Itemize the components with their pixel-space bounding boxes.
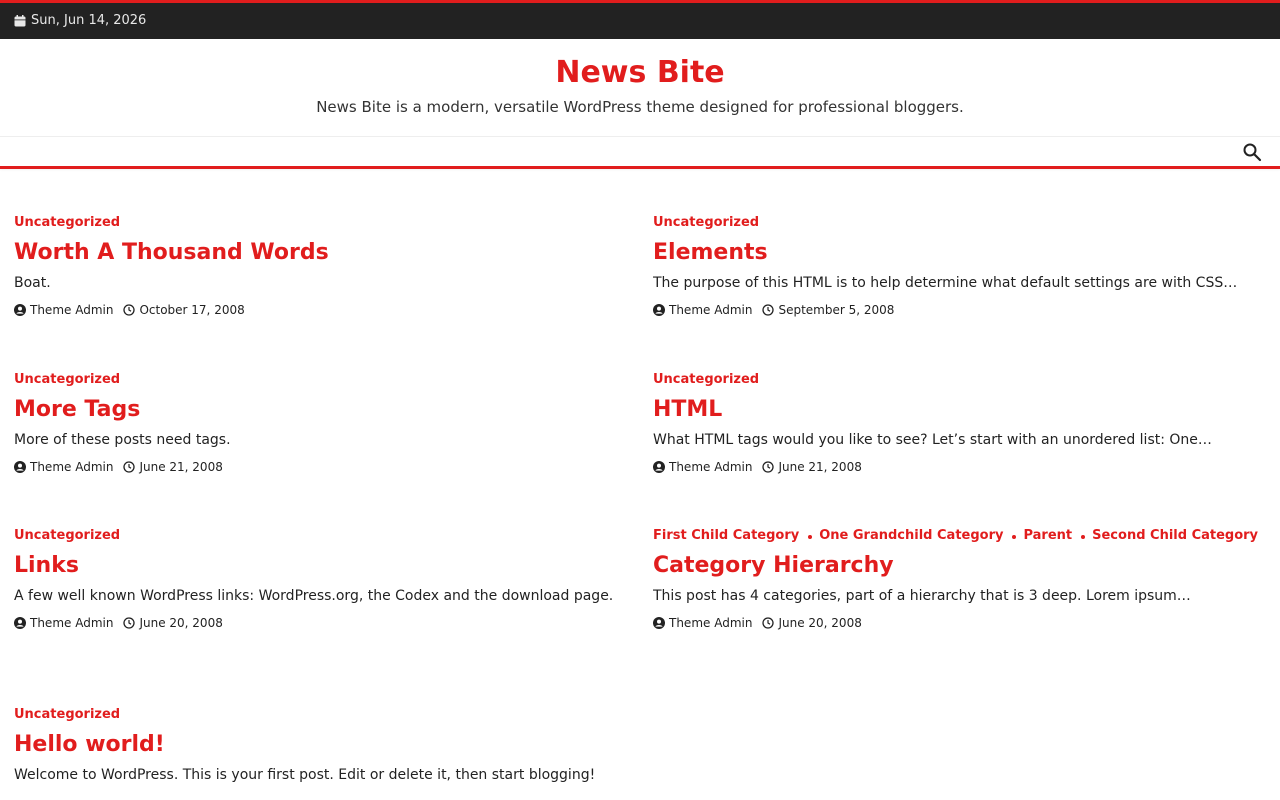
category-link[interactable]: Uncategorized [14, 528, 121, 543]
post-card [14, 527, 634, 632]
post-title[interactable]: Elements [653, 240, 768, 265]
post-categories [14, 706, 634, 724]
post-author-name: Theme Admin [669, 460, 753, 474]
post-title[interactable]: Worth A Thousand Words [14, 240, 329, 265]
category-link[interactable]: Uncategorized [14, 372, 121, 387]
category-link[interactable]: Uncategorized [653, 372, 760, 387]
post-card [653, 527, 1273, 632]
post-date[interactable] [123, 301, 244, 319]
post-date-text: June 20, 2008 [778, 616, 862, 630]
post-excerpt: Welcome to WordPress. This is your first post. Edit or delete it, then start blogging! [14, 767, 596, 783]
post-excerpt: More of these posts need tags. [14, 432, 231, 448]
post-meta [14, 614, 634, 632]
user-icon [653, 304, 665, 316]
category-separator [1081, 535, 1085, 539]
post-title[interactable]: HTML [653, 397, 723, 422]
post-date-text: June 20, 2008 [139, 616, 223, 630]
post-date[interactable] [762, 614, 861, 632]
post-excerpt: The purpose of this HTML is to help determine what default settings are with CSS… [653, 275, 1238, 291]
clock-icon [123, 304, 135, 316]
clock-icon [123, 617, 135, 629]
main-navigation [0, 137, 1280, 169]
post-date[interactable] [762, 458, 861, 476]
post-title[interactable]: Hello world! [14, 732, 165, 757]
post-date-text: June 21, 2008 [778, 460, 862, 474]
post-author[interactable] [653, 301, 752, 319]
post-excerpt: Boat. [14, 275, 51, 291]
post-title[interactable]: Category Hierarchy [653, 553, 894, 578]
post-date-text: September 5, 2008 [778, 303, 895, 317]
clock-icon [762, 617, 774, 629]
top-bar [0, 0, 1280, 39]
post-date[interactable] [762, 301, 894, 319]
site-tagline: News Bite is a modern, versatile WordPress theme designed for professional bloggers. [316, 98, 964, 116]
current-date [14, 13, 146, 28]
category-link[interactable]: Uncategorized [653, 215, 760, 230]
search-icon[interactable] [1242, 142, 1262, 162]
user-icon [14, 617, 26, 629]
post-title[interactable]: Links [14, 553, 79, 578]
post-author[interactable] [653, 614, 752, 632]
post-meta [653, 301, 1273, 319]
user-icon [653, 617, 665, 629]
post-author[interactable] [653, 458, 752, 476]
post-author-name: Theme Admin [30, 616, 114, 630]
post-meta [653, 458, 1273, 476]
category-link[interactable]: Uncategorized [14, 215, 121, 230]
post-excerpt: What HTML tags would you like to see? Let’s start with an unordered list: One… [653, 432, 1212, 448]
user-icon [14, 304, 26, 316]
category-link[interactable]: Second Child Category [1092, 528, 1259, 543]
post-categories [14, 527, 634, 545]
post-card [653, 214, 1273, 319]
post-author[interactable] [14, 301, 113, 319]
post-author-name: Theme Admin [30, 460, 114, 474]
user-icon [653, 461, 665, 473]
post-author-name: Theme Admin [669, 303, 753, 317]
post-card [14, 214, 634, 319]
current-date-text: Sun, Jun 14, 2026 [31, 13, 147, 28]
post-card [14, 371, 634, 476]
clock-icon [762, 304, 774, 316]
post-categories [653, 214, 1273, 232]
post-date[interactable] [123, 614, 222, 632]
category-separator [808, 535, 812, 539]
post-author-name: Theme Admin [669, 616, 753, 630]
masthead [0, 39, 1280, 137]
post-date-text: June 21, 2008 [139, 460, 223, 474]
post-author[interactable] [14, 614, 113, 632]
user-icon [14, 461, 26, 473]
post-categories [653, 371, 1273, 389]
post-author[interactable] [14, 458, 113, 476]
post-author-name: Theme Admin [30, 303, 114, 317]
clock-icon [123, 461, 135, 473]
post-date[interactable] [123, 458, 222, 476]
post-card [14, 706, 634, 787]
post-card [653, 371, 1273, 476]
post-categories [653, 527, 1273, 545]
category-link[interactable]: Parent [1023, 528, 1073, 543]
post-date-text: October 17, 2008 [139, 303, 245, 317]
post-meta [14, 301, 634, 319]
calendar-icon [14, 15, 26, 27]
category-separator [1012, 535, 1016, 539]
post-title[interactable]: More Tags [14, 397, 141, 422]
post-excerpt: A few well known WordPress links: WordPress.org, the Codex and the download page. [14, 588, 614, 604]
post-categories [14, 371, 634, 389]
clock-icon [762, 461, 774, 473]
category-link[interactable]: Uncategorized [14, 707, 121, 722]
category-link[interactable]: One Grandchild Category [819, 528, 1004, 543]
category-link[interactable]: First Child Category [653, 528, 800, 543]
post-meta [14, 458, 634, 476]
post-excerpt: This post has 4 categories, part of a hierarchy that is 3 deep. Lorem ipsum… [653, 588, 1191, 604]
post-meta [653, 614, 1273, 632]
post-categories [14, 214, 634, 232]
site-title[interactable]: News Bite [555, 55, 725, 90]
